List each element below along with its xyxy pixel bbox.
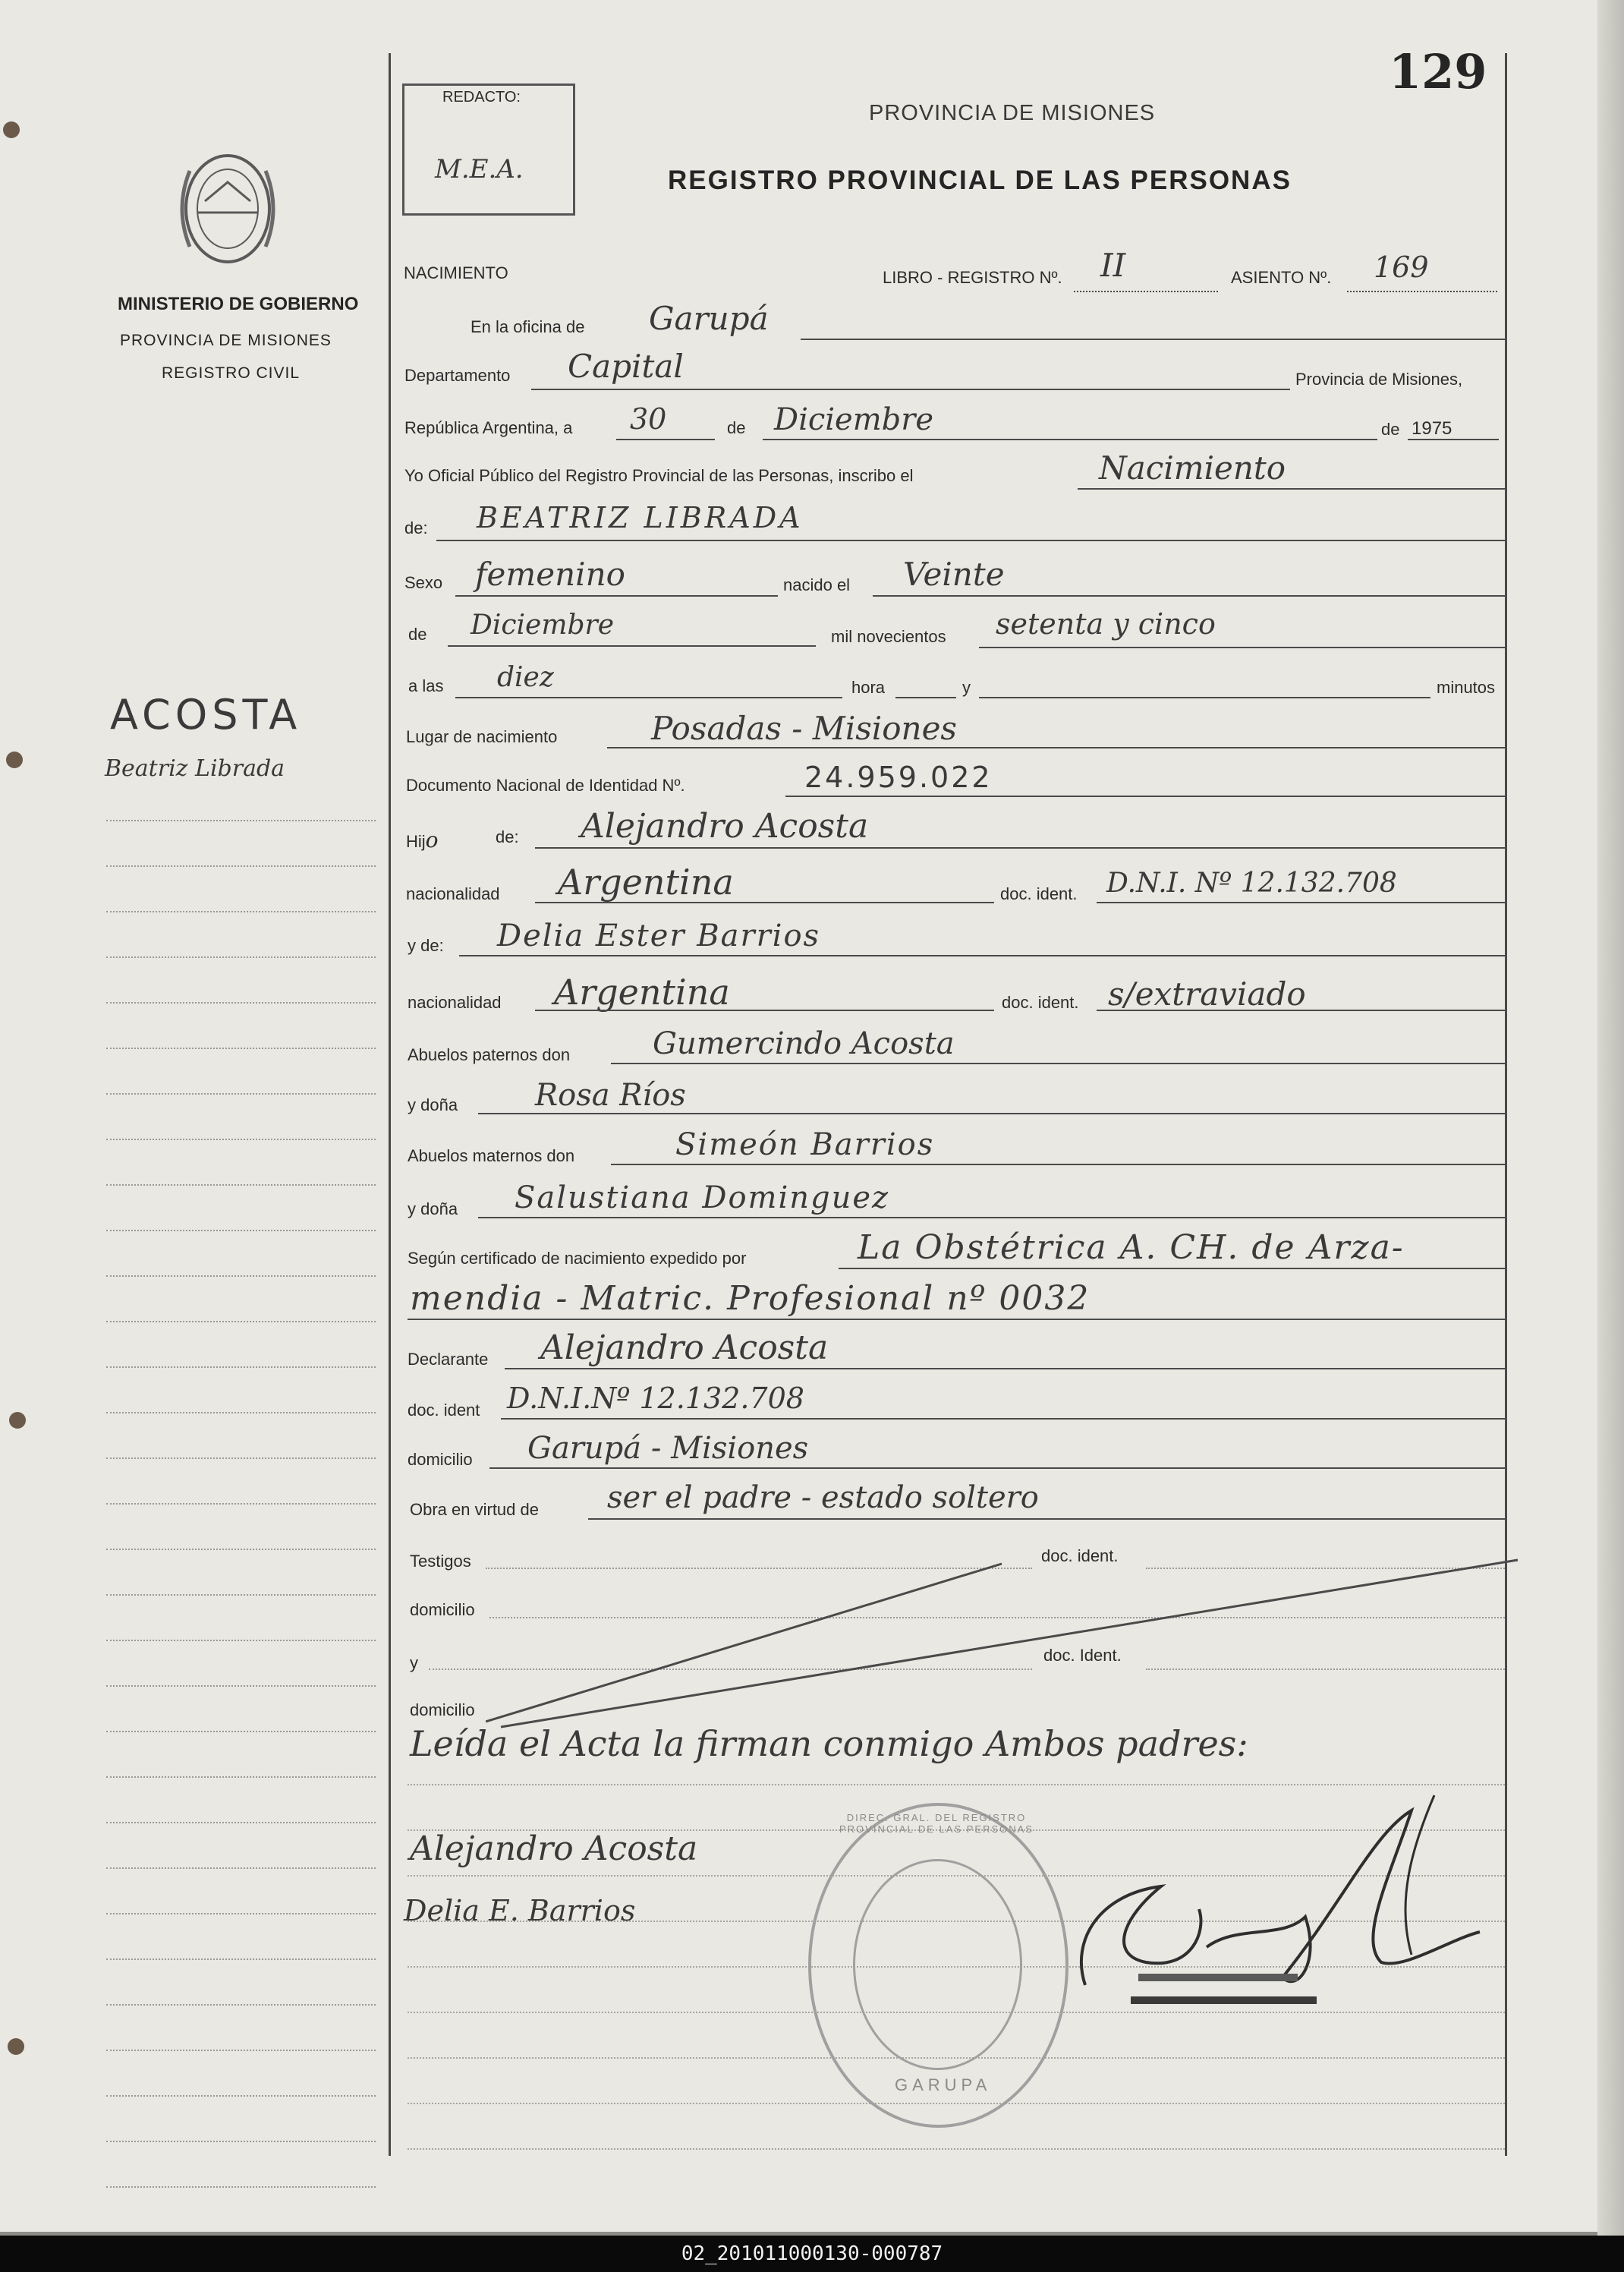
asiento-label: ASIENTO Nº. — [1231, 268, 1332, 287]
madre-rule — [459, 955, 1505, 956]
abm-label: Abuelos maternos don — [408, 1146, 575, 1165]
redacto-stamp — [402, 84, 575, 216]
signature-area-line — [408, 1784, 1505, 1785]
signature-father: Alejandro Acosta — [410, 1829, 698, 1868]
hijo-suffix: o — [425, 827, 439, 852]
obra-value: ser el padre - estado soltero — [607, 1480, 1039, 1515]
dni-rule — [785, 796, 1505, 797]
republica-label: República Argentina, a — [404, 418, 573, 437]
cert-value-2: mendia - Matric. Profesional nº 0032 — [410, 1279, 1091, 1318]
margin-dotted-line — [106, 1002, 376, 1004]
redacto-value: M.E.A. — [435, 154, 524, 184]
abm-value: Simeón Barrios — [675, 1127, 935, 1162]
margin-dotted-line — [106, 1366, 376, 1368]
dni-label: Documento Nacional de Identidad Nº. — [406, 776, 685, 795]
y-label: y — [962, 678, 971, 697]
cert-label: Según certificado de nacimiento expedido por — [408, 1249, 747, 1268]
alas-label: a las — [408, 676, 444, 695]
seal-center-text: GARUPA — [895, 2075, 992, 2094]
official-seal-inner-ring — [853, 1859, 1022, 2070]
minutos-rule — [979, 697, 1430, 698]
docid-rule — [501, 1418, 1505, 1420]
margin-dotted-line — [106, 1457, 376, 1459]
signature-mother: Delia E. Barrios — [404, 1894, 636, 1927]
seal-ring-text: DIREC. GRAL. DEL REGISTRO PROVINCIAL DE LAS PERSONAS — [839, 1812, 1034, 1835]
oficial-label: Yo Oficial Público del Registro Provincial de las Personas, inscribo el — [404, 466, 914, 485]
abp-value: Gumercindo Acosta — [653, 1026, 955, 1061]
sexo-rule — [455, 595, 778, 597]
abm-rule — [611, 1164, 1505, 1165]
margin-dotted-line — [106, 1139, 376, 1140]
margin-dotted-line — [106, 1275, 376, 1277]
nac1-label: nacionalidad — [406, 884, 500, 903]
margin-dotted-line — [106, 1549, 376, 1550]
de-year-label: de — [1381, 420, 1400, 439]
hora2-rule — [895, 697, 956, 698]
official-seal — [808, 1803, 1069, 2128]
margin-dotted-line — [106, 1048, 376, 1049]
margin-dotted-line — [106, 2050, 376, 2051]
obra-rule — [588, 1518, 1505, 1520]
nacido-rule — [873, 595, 1505, 597]
dni-value: 24.959.022 — [804, 761, 993, 794]
redacto-label: REDACTO: — [442, 89, 521, 106]
margin-names: Beatriz Librada — [105, 755, 285, 782]
asiento-rule — [1347, 291, 1497, 292]
margin-dotted-line — [106, 1640, 376, 1641]
doc2-label: doc. ident. — [1002, 993, 1079, 1012]
margin-dotted-line — [106, 956, 376, 958]
frame-line-left — [389, 53, 391, 2156]
lugar-rule — [607, 747, 1505, 748]
declarante-rule — [505, 1368, 1505, 1369]
closing-text: Leída el Acta la firman conmigo Ambos padres: — [410, 1723, 1248, 1764]
doc4-label: doc. Ident. — [1043, 1646, 1122, 1665]
mil-value: setenta y cinco — [996, 607, 1216, 641]
record-type-label: NACIMIENTO — [404, 263, 508, 282]
domicilio2-label: domicilio — [410, 1600, 475, 1619]
officer-signature-icon — [1055, 1788, 1503, 2015]
ydona2-value: Salustiana Dominguez — [515, 1180, 890, 1215]
oficina-value: Garupá — [649, 300, 769, 337]
margin-dotted-line — [106, 1184, 376, 1186]
nacido-value: Veinte — [903, 556, 1005, 593]
obra-label: Obra en virtud de — [410, 1500, 539, 1519]
ydona1-value: Rosa Ríos — [535, 1078, 686, 1113]
binder-ring-icon — [3, 121, 20, 138]
doc2-value: s/extraviado — [1108, 975, 1306, 1013]
ydona1-rule — [478, 1113, 1505, 1114]
nac1-rule — [535, 902, 994, 903]
image-filename: 02_201011000130-000787 — [0, 2236, 1624, 2272]
hijo-de-label: de: — [496, 827, 519, 846]
mes-rule — [763, 439, 1377, 440]
ministry-title: MINISTERIO DE GOBIERNO — [118, 294, 359, 314]
binder-ring-icon — [9, 1412, 26, 1429]
page-number: 129 — [1389, 44, 1487, 99]
dia-rule — [616, 439, 715, 440]
abp-rule — [611, 1063, 1505, 1064]
cancellation-stroke — [486, 1556, 1533, 1731]
mes-value: Diciembre — [774, 402, 934, 437]
margin-dotted-line — [106, 1321, 376, 1322]
de-label: de — [727, 418, 746, 437]
departamento-value: Capital — [568, 348, 684, 385]
padre-rule — [535, 847, 1505, 849]
cert-value: La Obstétrica A. CH. de Arza- — [858, 1228, 1405, 1267]
hora-value: diez — [497, 662, 554, 693]
signature-area-line — [408, 2148, 1505, 2150]
margin-dotted-line — [106, 1776, 376, 1778]
lugar-label: Lugar de nacimiento — [406, 727, 558, 746]
registered-name: BEATRIZ LIBRADA — [477, 501, 804, 534]
domicilio3-label: domicilio — [410, 1700, 475, 1719]
departamento-label: Departamento — [404, 366, 511, 385]
cert2-rule — [408, 1319, 1505, 1320]
departamento-rule — [531, 389, 1290, 390]
sexo-value: femenino — [475, 556, 625, 593]
hijo-label — [406, 827, 439, 852]
testigos-label: Testigos — [410, 1552, 471, 1571]
oficial-rule — [1078, 488, 1505, 490]
ydona2-label: y doña — [408, 1199, 458, 1218]
declarante-label: Declarante — [408, 1350, 489, 1369]
year-rule — [1408, 439, 1499, 440]
domicilio-rule — [489, 1467, 1505, 1469]
doc1-rule — [1097, 902, 1505, 903]
libro-rule — [1074, 291, 1218, 292]
doc1-label: doc. ident. — [1000, 884, 1078, 903]
hora-rule — [455, 697, 842, 698]
margin-dotted-line — [106, 1822, 376, 1823]
header-registry: REGISTRO PROVINCIAL DE LAS PERSONAS — [668, 165, 1292, 195]
margin-dotted-line — [106, 2004, 376, 2006]
docid-label: doc. ident — [408, 1401, 480, 1420]
hijo-prefix: Hij — [406, 832, 426, 851]
sidebar-civil-registry: REGISTRO CIVIL — [162, 364, 301, 382]
margin-dotted-line — [106, 1594, 376, 1596]
name-rule — [436, 540, 1505, 541]
margin-dotted-line — [106, 2095, 376, 2097]
lugar-value: Posadas - Misiones — [651, 710, 957, 747]
ydona2-rule — [478, 1217, 1505, 1218]
madre-value: Delia Ester Barrios — [497, 919, 821, 953]
margin-dotted-line — [106, 820, 376, 821]
cert-rule — [839, 1268, 1505, 1269]
margin-dotted-line — [106, 1093, 376, 1095]
margin-dotted-line — [106, 1913, 376, 1914]
binder-ring-icon — [6, 752, 23, 768]
de-name-label: de: — [404, 518, 428, 537]
margin-dotted-line — [106, 2186, 376, 2188]
oficial-value: Nacimiento — [1099, 449, 1286, 487]
mes2-rule — [448, 645, 816, 647]
nacido-label: nacido el — [783, 575, 851, 594]
binder-ring-icon — [8, 2038, 24, 2055]
year-value: 1975 — [1412, 418, 1452, 439]
margin-dotted-line — [106, 1230, 376, 1231]
margin-surname: ACOSTA — [110, 691, 302, 739]
padre-value: Alejandro Acosta — [581, 807, 869, 846]
margin-dotted-line — [106, 911, 376, 912]
doc3-label: doc. ident. — [1041, 1546, 1119, 1565]
margin-dotted-line — [106, 1958, 376, 1960]
domicilio-label: domicilio — [408, 1450, 473, 1469]
dia-value: 30 — [630, 402, 667, 436]
oficina-rule — [801, 339, 1505, 340]
declarante-value: Alejandro Acosta — [540, 1328, 829, 1367]
margin-dotted-line — [106, 1731, 376, 1732]
margin-dotted-line — [106, 1412, 376, 1413]
margin-dotted-line — [106, 1503, 376, 1505]
yde-label: y de: — [408, 936, 444, 955]
libro-value: II — [1100, 247, 1126, 284]
nac2-value: Argentina — [554, 972, 730, 1013]
abp-label: Abuelos paternos don — [408, 1045, 571, 1064]
domicilio-value: Garupá - Misiones — [527, 1431, 809, 1466]
de-mes2-label: de — [408, 625, 427, 644]
hora-label: hora — [851, 678, 886, 697]
provincia-label: Provincia de Misiones, — [1295, 370, 1463, 389]
mil-rule — [979, 647, 1505, 648]
nac1-value: Argentina — [558, 862, 734, 903]
ydona1-label: y doña — [408, 1095, 458, 1114]
doc1-value: D.N.I. Nº 12.132.708 — [1106, 868, 1397, 899]
mil-label: mil novecientos — [831, 627, 946, 646]
page-edge — [1597, 0, 1624, 2236]
nac2-label: nacionalidad — [408, 993, 502, 1012]
oficina-label: En la oficina de — [471, 317, 585, 336]
sidebar-province: PROVINCIA DE MISIONES — [120, 332, 332, 349]
margin-dotted-line — [106, 1685, 376, 1687]
header-province: PROVINCIA DE MISIONES — [869, 101, 1156, 125]
sexo-label: Sexo — [404, 573, 443, 592]
margin-dotted-line — [106, 865, 376, 867]
nac2-rule — [535, 1010, 994, 1011]
margin-dotted-line — [106, 1867, 376, 1869]
margin-dotted-line — [106, 2141, 376, 2142]
frame-line-right — [1505, 53, 1507, 2156]
libro-label: LIBRO - REGISTRO Nº. — [883, 268, 1062, 287]
mes2-value: Diciembre — [471, 610, 615, 641]
docid-value: D.N.I.Nº 12.132.708 — [507, 1382, 804, 1415]
y2-label: y — [410, 1653, 418, 1672]
asiento-value: 169 — [1374, 251, 1429, 284]
province-coat-of-arms-icon — [175, 140, 281, 273]
minutos-label: minutos — [1437, 678, 1496, 697]
doc2-rule — [1097, 1010, 1505, 1011]
